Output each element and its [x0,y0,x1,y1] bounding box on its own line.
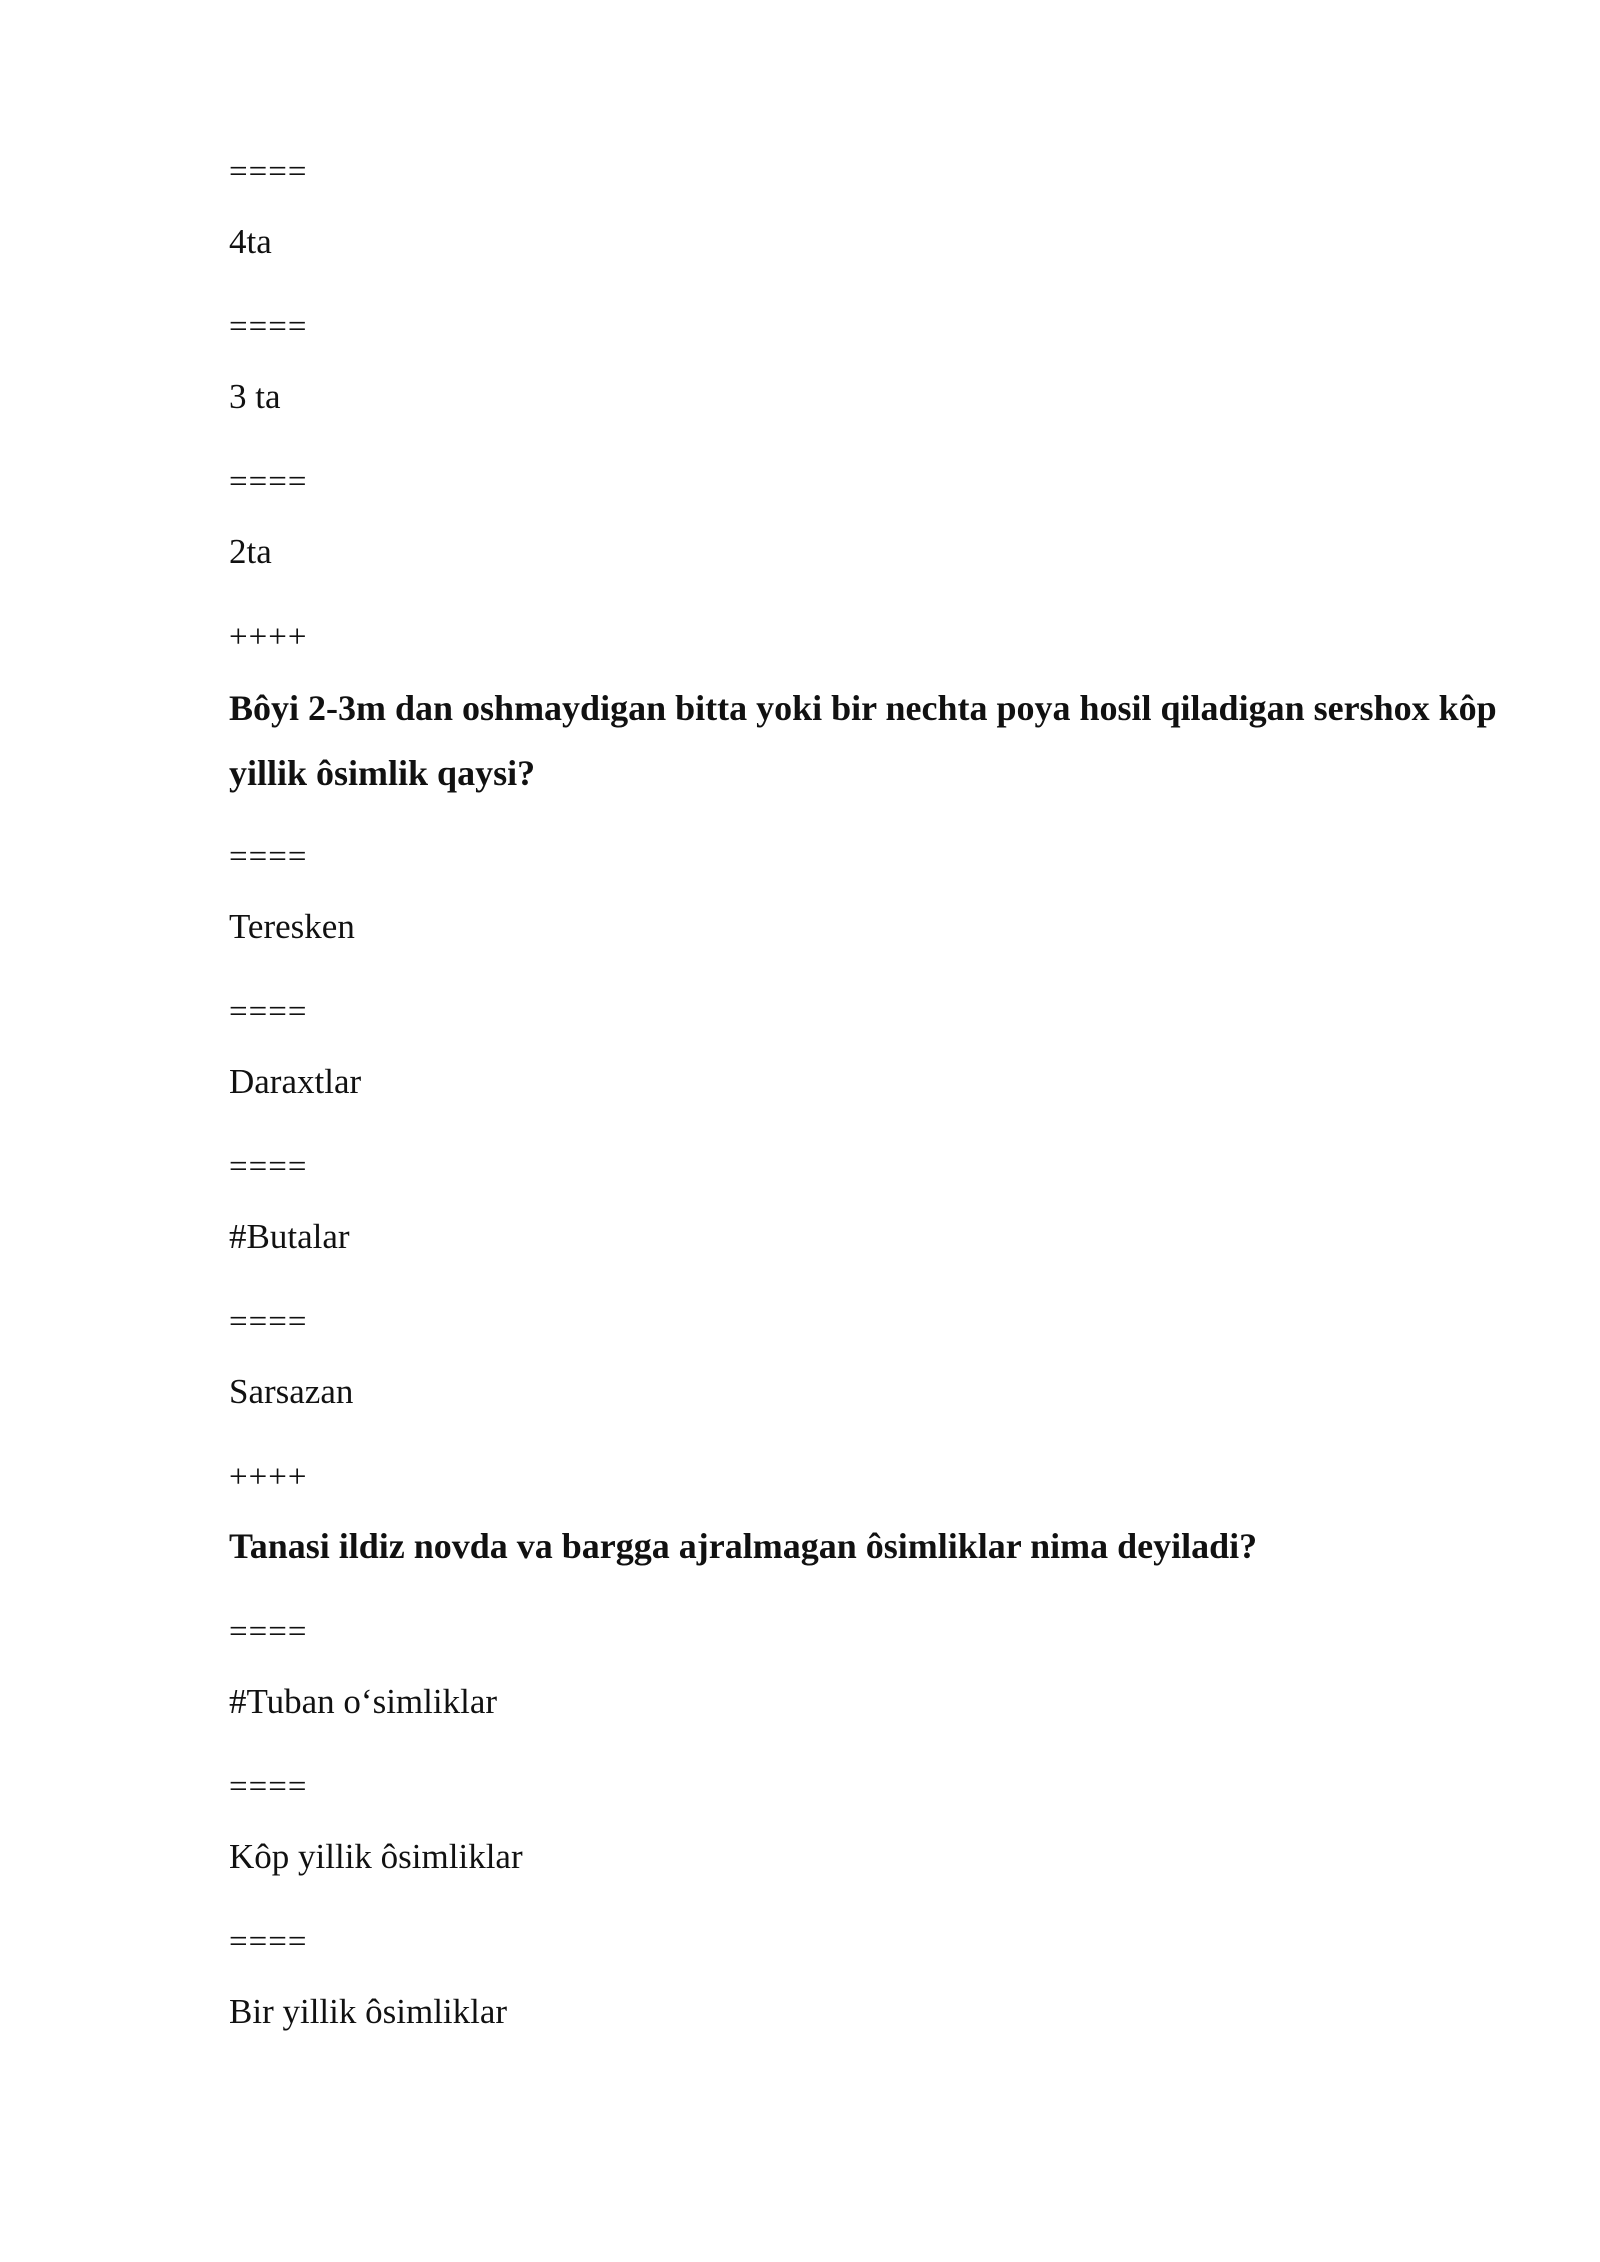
question-delimiter: ++++ [229,1459,308,1495]
answer-separator: ==== [229,1149,308,1185]
answer-separator: ==== [229,839,308,875]
answer-option: Daraxtlar [229,1062,362,1101]
question-delimiter: ++++ [229,619,308,655]
question-text: Tanasi ildiz novda va bargga ajralmagan ôsimliklar nima deyiladi? [229,1526,1258,1566]
answer-option-correct: #Tuban o‘simliklar [229,1682,498,1721]
answer-separator: ==== [229,1769,308,1805]
answer-separator: ==== [229,154,308,190]
answer-separator: ==== [229,1304,308,1340]
answer-option: 4ta [229,222,272,261]
answer-option: Kôp yillik ôsimliklar [229,1837,523,1876]
answer-option: Bir yillik ôsimliklar [229,1992,508,2031]
question-text: Bôyi 2-3m dan oshmaydigan bitta yoki bir nechta poya hosil qiladigan sershox kôp yillik ôsimlik qaysi? [229,688,1497,793]
answer-option: 3 ta [229,377,281,416]
answer-option: 2ta [229,532,272,571]
answer-separator: ==== [229,1614,308,1650]
answer-separator: ==== [229,309,308,345]
answer-option-correct: #Butalar [229,1217,350,1256]
answer-separator: ==== [229,464,308,500]
answer-separator: ==== [229,1924,308,1960]
answer-separator: ==== [229,994,308,1030]
answer-option: Teresken [229,907,355,946]
answer-option: Sarsazan [229,1372,354,1411]
